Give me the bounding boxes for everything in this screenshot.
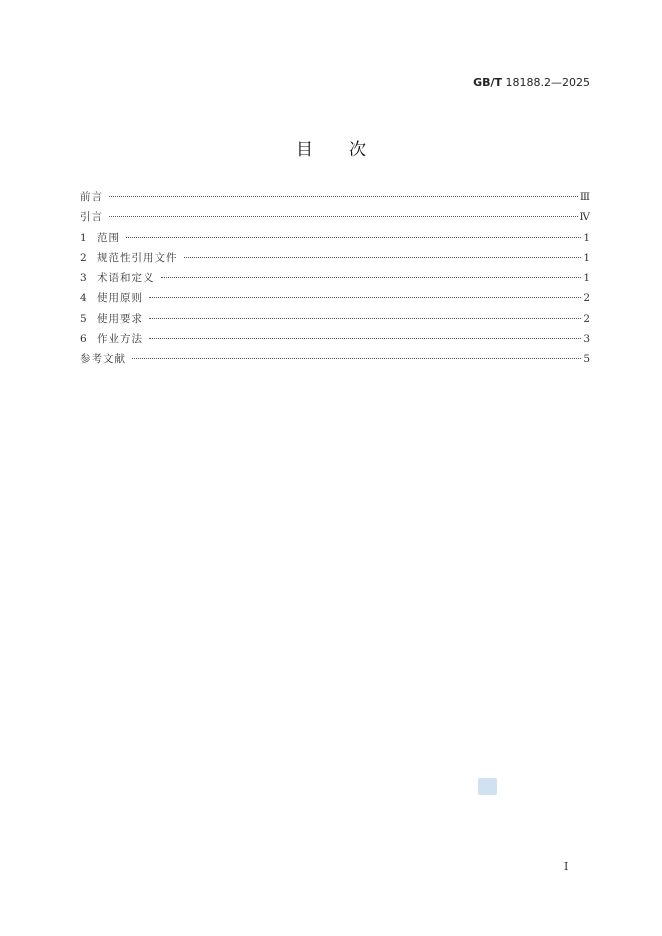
toc-leader-dots	[109, 196, 578, 197]
toc-leader-dots	[184, 257, 582, 258]
toc-entry-scope[interactable]	[80, 231, 590, 251]
toc-entry-page: 1	[583, 231, 590, 244]
toc-leader-dots	[149, 297, 581, 298]
standard-code: 18188.2—2025	[505, 76, 590, 89]
toc-leader-dots	[149, 318, 581, 319]
toc-entry-page: 3	[583, 333, 590, 346]
toc-entry-page: Ⅲ	[579, 191, 590, 203]
standard-prefix: GB/T	[473, 76, 503, 89]
toc-entry-page: Ⅳ	[579, 211, 590, 224]
toc-entry-foreword[interactable]	[80, 190, 590, 210]
toc-entry-number: 2	[80, 251, 87, 264]
toc-entry-text: 作业方法	[97, 333, 143, 346]
standard-number	[473, 76, 590, 89]
toc-entry-requirements[interactable]	[80, 312, 590, 332]
toc-entry-page: 5	[583, 353, 590, 366]
toc-leader-dots	[126, 237, 581, 238]
toc-entry-text: 前言	[80, 191, 103, 203]
toc-entry-page: 1	[583, 272, 590, 285]
toc-entry-page: 2	[583, 312, 590, 325]
toc-entry-number: 4	[80, 292, 87, 305]
toc-entry-methods[interactable]	[80, 332, 590, 352]
toc-entry-principles[interactable]	[80, 291, 590, 311]
page-number: Ⅰ	[564, 860, 569, 873]
toc-entry-page: 1	[583, 251, 590, 264]
toc-entry-number: 1	[80, 231, 87, 244]
watermark-logo	[478, 778, 497, 795]
toc-leader-dots	[149, 338, 581, 339]
toc-entry-text: 引言	[80, 211, 103, 224]
toc-entry-text: 使用要求	[97, 312, 143, 325]
toc-entry-introduction[interactable]	[80, 210, 590, 230]
toc-entry-number: 3	[80, 272, 87, 285]
toc-entry-text: 使用原则	[97, 292, 143, 305]
toc-entry-text: 参考文献	[80, 353, 126, 366]
toc-entry-page: 2	[583, 292, 590, 305]
toc-leader-dots	[161, 277, 582, 278]
toc-entry-normative-references[interactable]	[80, 251, 590, 271]
toc-title: 目次	[296, 140, 402, 160]
toc-entry-text: 范围	[97, 231, 120, 244]
toc-entry-text: 术语和定义	[97, 272, 155, 285]
toc-entry-number: 5	[80, 312, 87, 325]
toc-leader-dots	[109, 216, 578, 217]
toc-list	[80, 190, 590, 373]
toc-entry-number: 6	[80, 333, 87, 346]
toc-leader-dots	[132, 358, 581, 359]
toc-entry-text: 规范性引用文件	[97, 251, 178, 264]
toc-entry-terms-definitions[interactable]	[80, 271, 590, 291]
toc-entry-bibliography[interactable]	[80, 352, 590, 372]
